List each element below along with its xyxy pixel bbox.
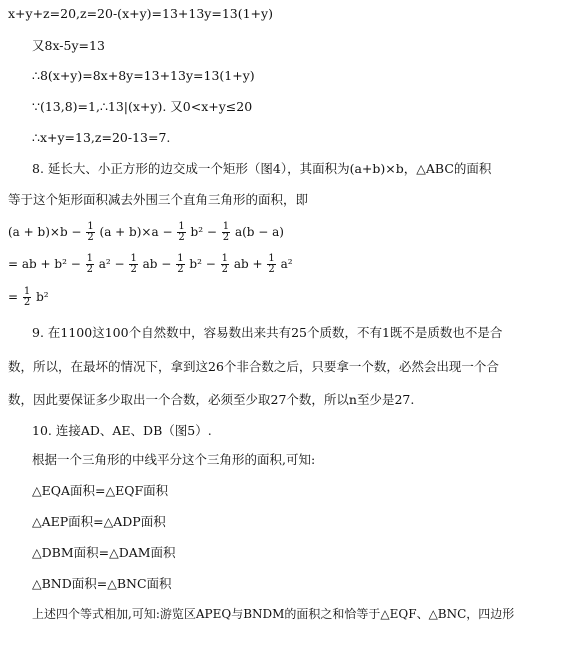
math-term: a² − xyxy=(98,257,125,271)
math-term: ab + xyxy=(233,257,263,271)
math-line-3 xyxy=(8,287,49,308)
area-equation-1: △EQA面积=△EQF面积 xyxy=(32,483,169,498)
math-term: b² xyxy=(36,290,49,304)
area-equation-3: △DBM面积=△DAM面积 xyxy=(32,545,176,560)
math-term: a(b − a) xyxy=(234,225,284,239)
fraction-half xyxy=(86,222,94,243)
fraction-denominator: 2 xyxy=(178,232,185,243)
fraction-half xyxy=(222,222,230,243)
math-term: ab − xyxy=(142,257,172,271)
fraction-numerator: 1 xyxy=(177,253,184,264)
math-term: b² − xyxy=(189,257,216,271)
paragraph-9-line-1: 9. 在1100这100个自然数中，容易数出来共有25个质数，不有1既不是质数也不是合 xyxy=(32,325,503,340)
paragraph-9-line-3: 数，因此要保证多少取出一个合数，必须至少取27个数，所以n至少是27. xyxy=(8,392,415,407)
fraction-denominator: 2 xyxy=(222,232,230,243)
fraction-half xyxy=(129,254,137,275)
fraction-denominator: 2 xyxy=(86,264,93,275)
paragraph-10-line-2: 根据一个三角形的中线平分这个三角形的面积,可知: xyxy=(32,452,316,467)
fraction-numerator: 1 xyxy=(86,253,93,264)
equation-line-1: x+y+z=20,z=20-(x+y)=13+13y=13(1+y) xyxy=(8,6,273,21)
equation-line-5: ∴x+y=13,z=20-13=7. xyxy=(32,130,171,145)
fraction-half xyxy=(221,254,229,275)
area-equation-4: △BND面积=△BNC面积 xyxy=(32,576,172,591)
fraction-numerator: 1 xyxy=(178,221,185,232)
paragraph-9-line-2: 数，所以，在最坏的情况下，拿到这26个非合数之后，只要拿一个数，必然会出现一个合 xyxy=(8,359,499,374)
fraction-half xyxy=(86,254,94,275)
fraction-numerator: 1 xyxy=(87,221,94,232)
math-term: b² − xyxy=(190,225,217,239)
fraction-denominator: 2 xyxy=(130,264,137,275)
fraction-numerator: 1 xyxy=(222,221,230,232)
fraction-denominator: 2 xyxy=(221,264,228,275)
math-term: (a + b)×a − xyxy=(99,225,173,239)
fraction-denominator: 2 xyxy=(87,232,94,243)
math-term: = ab + b² − xyxy=(8,257,81,271)
fraction-half xyxy=(176,254,184,275)
fraction-denominator: 2 xyxy=(23,297,31,308)
paragraph-8-line-2: 等于这个矩形面积减去外围三个直角三角形的面积，即 xyxy=(8,192,309,207)
math-term: a² xyxy=(280,257,293,271)
equation-line-2: 又8x-5y=13 xyxy=(32,38,105,53)
fraction-denominator: 2 xyxy=(177,264,184,275)
fraction-numerator: 1 xyxy=(130,253,137,264)
paragraph-10-line-3: 上述四个等式相加,可知:游览区APEQ与BNDM的面积之和恰等于△EQF、△BNC，四边形 xyxy=(32,607,515,621)
math-term: = xyxy=(8,290,19,304)
math-line-2 xyxy=(8,254,293,275)
fraction-numerator: 1 xyxy=(268,253,275,264)
fraction-numerator: 1 xyxy=(23,286,31,297)
area-equation-2: △AEP面积=△ADP面积 xyxy=(32,514,166,529)
fraction-half xyxy=(267,254,275,275)
fraction-denominator: 2 xyxy=(268,264,275,275)
fraction-half xyxy=(23,287,31,308)
fraction-numerator: 1 xyxy=(221,253,228,264)
equation-line-3: ∴8(x+y)=8x+8y=13+13y=13(1+y) xyxy=(32,68,255,83)
paragraph-8-line-1: 8. 延长大、小正方形的边交成一个矩形（图4），其面积为(a+b)×b，△ABC的面积 xyxy=(32,161,492,176)
paragraph-10-line-1: 10. 连接AD、AE、DB（图5）. xyxy=(32,423,212,438)
math-line-1 xyxy=(8,222,284,243)
fraction-half xyxy=(177,222,185,243)
equation-line-4: ∵(13,8)=1,∴13|(x+y). 又0<x+y≤20 xyxy=(32,99,253,114)
math-term: (a + b)×b − xyxy=(8,225,82,239)
